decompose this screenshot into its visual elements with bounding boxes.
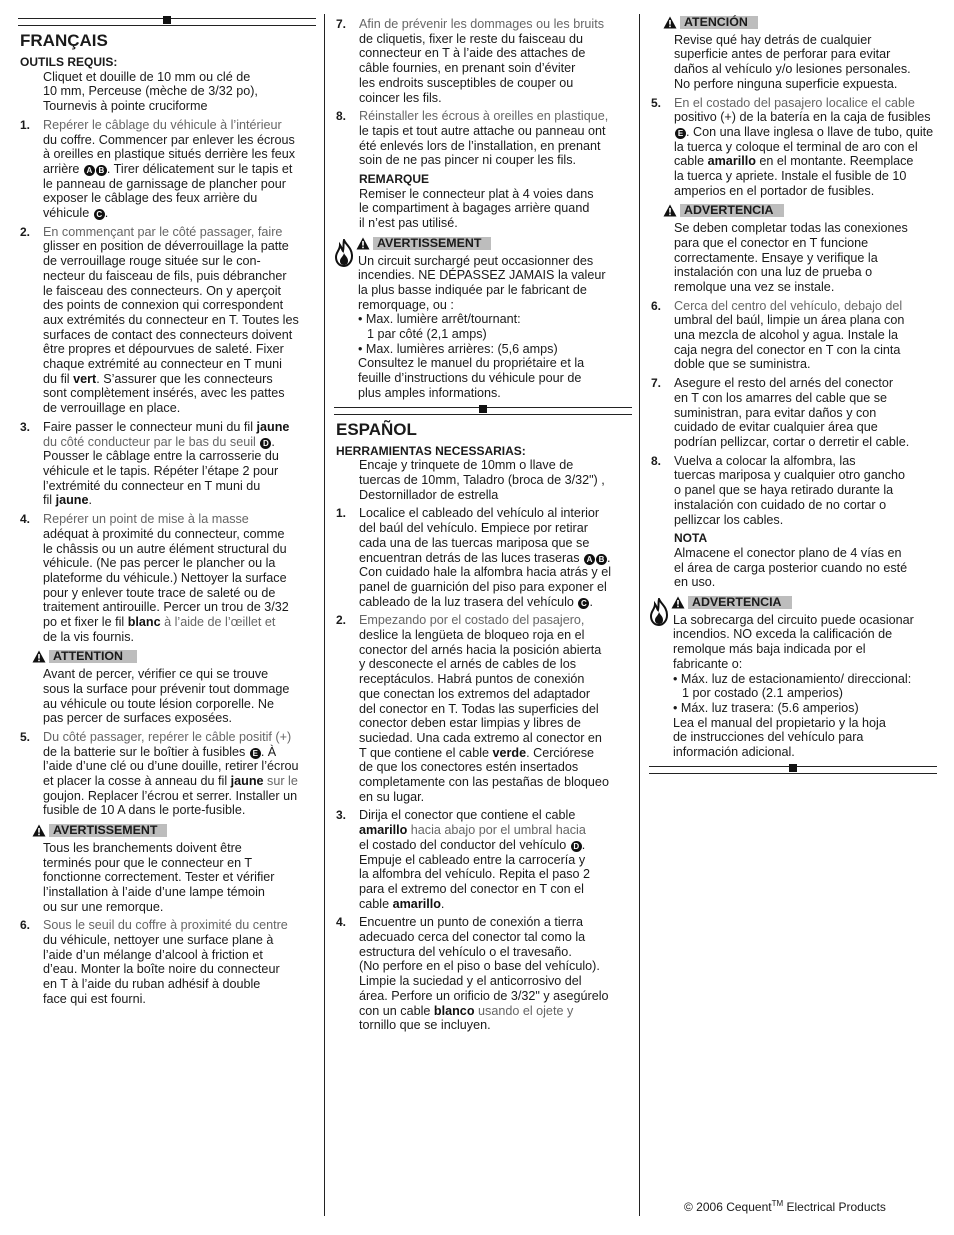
paso-6: 6. Cerca del centro del vehículo, debajo del umbral del baúl, limpie un área plana con una mezcla de alcohol y agua. Instale la caja negra del conector en T con la cinta doble que se suministra.	[651, 298, 905, 372]
advertencia-label: ADVERTENCIA	[680, 204, 784, 217]
tools-list: Encaje y trinquete de 10mm o llave de tuercas de 10mm, Taladro (broca de 3/32") , Destornillador de estrella	[359, 458, 605, 502]
step-5: 5. Du côté passager, repérer le câble positif (+) de la batterie sur le boîtier à fusibles E . À l’aide d’une clé ou d’une douille, retirer l’écrou et placer la cosse à anneau du fil jaune sur le goujon. Replacer l’écrou et serrer. Installer un fusible de 10 A dans le porte-fusible.	[20, 729, 299, 818]
warning-label: AVERTISSEMENT	[373, 237, 491, 250]
nota-body: Almacene el conector plano de 4 vías en el área de carga posterior cuando no esté en uso.	[674, 545, 908, 590]
column-divider	[639, 14, 640, 1216]
section-rule	[18, 18, 316, 26]
column-2	[334, 16, 632, 1037]
warning-box: AVERTISSEMENT Tous les branchements doivent être terminés pour que le connecteur en T fonctionne correctement. Tester et vérifier l’installation à l’aide d’une lampe témoin ou sur une remorque.	[32, 824, 316, 914]
fire-advertencia-box: ADVERTENCIA La sobrecarga del circuito puede ocasionar incendios. NO exceda la calificación de remolque más baja indicada por el fabricante o: • Máx. luz de estacionamiento/ direccional: 1 por costado (2.1 amperios) • Máx. luz trasera: (5.6 amperios) Lea el manual del propietario y la hoja de instrucciones del vehículo para información adicional.	[661, 596, 937, 760]
warning-triangle-icon	[356, 237, 370, 250]
warning-triangle-icon	[663, 204, 677, 217]
paso-1: 1. Localice el cableado del vehículo al interior del baúl del vehículo. Empiece por retirar cada una de las tuercas mariposa que se encuentran detrás de las luces traseras A B . Con cuidado hale la alfombra hacia atrás y el panel de guarnición del piso para exponer el cableado de la luz trasera del vehículo C .	[336, 506, 612, 609]
tools-title: HERRAMIENTAS NECESSARIAS:	[336, 443, 526, 458]
atencion-label: ATENCIÓN	[680, 16, 758, 29]
section-rule	[334, 407, 632, 415]
step-1: 1. Repérer le câblage du véhicule à l’intérieur du coffre. Commencer par enlever les écrous à oreilles en plastique situés derrière les feux arrière A B . Tirer délicatement sur le tapis et le panneau de garnissage de plancher pour exposer le câblage des feux arrière du véhicule C .	[20, 117, 296, 221]
advertencia-box: ADVERTENCIA Se deben completar todas las conexiones para que el conector en T funcione correctamente. Ensaye y verifique la instalación con una luz de prueba o remolque una vez se instale.	[663, 204, 937, 294]
paso-7: 7. Asegure el resto del arnés del conector en T con los amarres del cable que se suministran, para evitar daños y con cuidado de evitar cualquier área que podrían pellizcar, cortar o derretir el cable.	[651, 376, 910, 449]
copyright-footer: © 2006 Cequent™ Electrical Products	[684, 1199, 886, 1214]
tools-title: OUTILS REQUIS:	[20, 55, 118, 69]
paso-4: 4. Encuentre un punto de conexión a tierra adecuado cerca del conector tal como la estructura del vehículo o el travesaño. (No perfore en el piso o base del vehículo). Limpie la suciedad y el anticorrosivo del área. Perfore un orificio de 3/32" y asegúrelo con un cable blanco usando el ojete y tornillo que se incluyen.	[336, 915, 609, 1033]
column-divider	[324, 14, 325, 1216]
step-4: 4. Repérer un point de mise à la masse adéquat à proximité du connecteur, comme le châssis ou un autre élément structural du véhicule. (Ne pas percer le plancher ou la plateforme du véhicule.) Nettoyer la surface pour y enlever toute trace de saleté ou de traitement antirouille. Percer un trou de 3/32 po et fixer le fil blanc à l’aide de l’œillet et de la vis fournis.	[20, 512, 289, 644]
attention-label: ATTENTION	[49, 650, 137, 663]
section-heading-francais: FRANÇAIS	[20, 31, 108, 50]
tools-list: Cliquet et douille de 10 mm ou clé de 10 mm, Perceuse (mèche de 3/32 po), Tournevis à pointe cruciforme	[43, 69, 258, 114]
paso-2: 2. Empezando por el costado del pasajero, deslice la lengüeta de bloqueo roja en el conector del arnés hacia la posición abierta y desconecte el arnés de cables de los receptáculos. Habrá puntos de conexión que conectan los extremos del adaptador del conector en T. Todas las superficies del conector deben estar limpias y libres de suciedad. Una cada extremo al conector en T que contiene el cable verde. Cerciórese de que los conectores estén insertados completamente con las pestañas de bloqueo en su lugar.	[336, 613, 609, 804]
warning-triangle-icon	[671, 596, 685, 609]
section-heading-espanol: ESPAÑOL	[336, 419, 417, 439]
note-body: Remiser le connecteur plat à 4 voies dans le compartiment à bagages arrière quand il n’est pas utilisé.	[359, 186, 594, 231]
step-8: 8. Réinstaller les écrous à oreilles en plastique, le tapis et tout autre attache ou panneau ont été enlevés lors de l’installation, en prenant soin de ne pas pincer ni couper les fils.	[336, 109, 609, 168]
atencion-box: ATENCIÓN Revise qué hay detrás de cualquier superficie antes de perforar para evitar daños al vehículo y/o lesiones personales. No perfore ninguna superficie expuesta.	[663, 16, 937, 92]
paso-5: 5. En el costado del pasajero localice el cable positivo (+) de la batería en la caja de fusibles E . Con una llave inglesa o llave de tubo, quite la tuerca y coloque el terminal de aro con el cable amarillo en el montante. Reemplace la tuerca y apriete. Instale el fusible de 10 amperios en el portador de fusibles.	[651, 95, 934, 198]
warning-triangle-icon	[32, 824, 46, 837]
nota-title: NOTA	[674, 531, 708, 546]
column-1	[18, 14, 316, 1011]
section-rule	[649, 766, 937, 774]
column-3	[649, 16, 937, 776]
paso-8: 8. Vuelva a colocar la alfombra, las tuercas mariposa y cualquier otro gancho o panel que se haya retirado durante la instalación con cuidado de no cortar o pellizcar los cables.	[651, 453, 906, 527]
note-title: REMARQUE	[359, 172, 430, 187]
warning-triangle-icon	[663, 16, 677, 29]
warning-label: AVERTISSEMENT	[49, 824, 167, 837]
fire-icon	[648, 598, 670, 626]
step-2: 2. En commençant par le côté passager, faire glisser en position de déverrouillage la patte de verrouillage rouge située sur le con- necteur du faisceau de fils, puis débrancher le faisceau des connecteurs. On y aperçoit des points de connexion qui correspondent aux extrémités du connecteur en T. Toutes les surfaces de contact des connecteurs doivent être propres et dépourvues de saleté. Fixer chaque extrémité au connecteur en T muni du fil vert. S’assurer que les connecteurs sont complètement insérés, avec les pattes de verrouillage en place.	[20, 224, 299, 416]
step-7: 7. Afin de prévenir les dommages ou les bruits de cliquetis, fixer le reste du faisceau du connecteur en T à l’aide des attaches de câble fournies, en prenant soin d’éviter les endroits susceptibles de couper ou coincer les fils.	[336, 17, 605, 105]
paso-3: 3. Dirija el conector que contiene el cable amarillo hacia abajo por el umbral hacia el costado del conductor del vehículo D . Empuje el cableado entre la carrocería y la alfombra del vehículo. Repita el paso 2 para el extremo del conector en T con el cable amarillo.	[336, 808, 591, 911]
attention-box: ATTENTION Avant de percer, vérifier ce qui se trouve sous la surface pour prévenir tout dommage au véhicule ou toute lésion corporelle. Ne pas percer de surfaces exposées.	[32, 650, 316, 726]
step-3: 3. Faire passer le connecteur muni du fil jaune du côté conducteur par le bas du seuil D . Pousser le câblage entre la carrosserie du véhicule et le tapis. Répéter l’étape 2 pour l’extrémité du connecteur en T muni du fil jaune.	[20, 419, 290, 508]
advertencia-label: ADVERTENCIA	[688, 596, 792, 609]
warning-triangle-icon	[32, 650, 46, 663]
fire-warning-box: AVERTISSEMENT Un circuit surchargé peut occasionner des incendies. NE DÉPASSEZ JAMAIS la valeur la plus basse indiquée par le fabricant de remorquage, ou : • Max. lumière arrêt/tournant: 1 par côté (2,1 amps) • Max. lumières arrières: (5,6 amps) Consultez le manuel du propriétaire et la feuille d’instructions du véhicule pour de plus amples informations.	[346, 237, 632, 401]
fire-icon	[333, 239, 355, 267]
step-6: 6. Sous le seuil du coffre à proximité du centre du véhicule, nettoyer une surface plane à l’aide d’un mélange d’alcool à friction et d’eau. Monter la boîte noire du connecteur en T à l’aide du ruban adhésif à double face qui est fourni.	[20, 918, 288, 1006]
